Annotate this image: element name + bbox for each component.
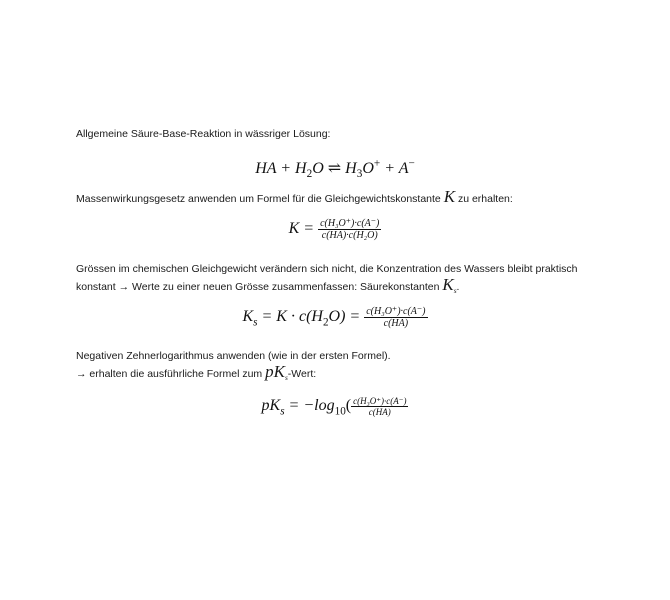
eq1-lhs-tail: O ⇌ H bbox=[312, 160, 357, 177]
eq1-rhs-o: O bbox=[362, 160, 374, 177]
p4-symbol-pk: pK bbox=[265, 362, 285, 381]
eq3-numerator: c(H₃O⁺)·c(A⁻) bbox=[366, 306, 426, 317]
paragraph-mwg bbox=[76, 189, 616, 207]
p2-symbol-k: K bbox=[443, 187, 456, 206]
p3-line1: Grössen im chemischen Gleichgewicht verändern sich nicht, die Konzentration des Wassers bleibt praktisch bbox=[76, 263, 578, 275]
paragraph-log bbox=[76, 349, 616, 382]
p4-after: -Wert: bbox=[287, 368, 317, 380]
paragraph-gleichgewicht bbox=[76, 262, 616, 295]
eq4-numerator: c(H₃O⁺)·c(A⁻) bbox=[353, 396, 407, 406]
equation-pks bbox=[0, 396, 670, 417]
p2-before: Massenwirkungsgesetz anwenden um Formel für die Gleichgewichtskonstante bbox=[76, 193, 444, 205]
eq3-mid-tail: O) = bbox=[328, 308, 365, 326]
equation-k bbox=[0, 218, 670, 241]
p2-after: zu erhalten: bbox=[455, 193, 513, 205]
p3-end: . bbox=[456, 281, 460, 293]
eq1-rhs-sup2: − bbox=[408, 157, 415, 170]
eq4-fraction bbox=[351, 396, 408, 417]
eq2-denominator: c(HA)·c(H₂O) bbox=[321, 230, 378, 241]
p4-line2-wrap bbox=[76, 364, 616, 382]
eq3-mid: = K · c(H bbox=[257, 308, 323, 326]
eq4-mid-sub: 10 bbox=[334, 405, 346, 418]
eq4-open-paren: ( bbox=[345, 397, 352, 415]
eq1-sub: 2 bbox=[306, 168, 313, 181]
eq4-lhs: pK bbox=[261, 397, 281, 415]
eq4-denominator: c(HA) bbox=[368, 407, 391, 417]
p3-symbol-sub: s bbox=[453, 286, 457, 296]
eq2-lhs: K = bbox=[288, 220, 319, 238]
p4-line1: Negativen Zehnerlogarithmus anwenden (wie in der ersten Formel). bbox=[76, 350, 391, 362]
intro-text: Allgemeine Säure-Base-Reaktion in wässriger Lösung: bbox=[76, 128, 331, 140]
eq1-lhs: HA + H bbox=[255, 160, 307, 177]
eq2-numerator: c(H₃O⁺)·c(A⁻) bbox=[320, 218, 380, 229]
eq1-rhs-sub: 3 bbox=[356, 168, 363, 181]
p3-symbol-k: K bbox=[442, 275, 454, 294]
eq4-lhs-sub: s bbox=[280, 405, 285, 418]
equation-reaction bbox=[0, 157, 670, 181]
eq3-k-sub: s bbox=[253, 316, 258, 329]
eq3-denominator: c(HA) bbox=[383, 318, 409, 329]
eq3-mid-sub: 2 bbox=[322, 316, 329, 329]
eq1-rhs-tail: + A bbox=[380, 160, 409, 177]
eq4-mid: = −log bbox=[284, 397, 335, 415]
equation-ks bbox=[0, 306, 670, 329]
p3-line2: konstant → Werte zu einer neuen Grösse zusammenfassen: Säurekonstanten bbox=[76, 281, 443, 293]
eq3-k: K bbox=[242, 308, 254, 326]
eq1-rhs-sup: + bbox=[373, 157, 381, 170]
p4-symbol-sub: s bbox=[284, 373, 288, 383]
p4-line2: → erhalten die ausführliche Formel zum bbox=[76, 368, 266, 380]
eq3-fraction bbox=[364, 306, 427, 329]
p3-line2-wrap bbox=[76, 277, 616, 295]
eq2-fraction bbox=[318, 218, 381, 241]
